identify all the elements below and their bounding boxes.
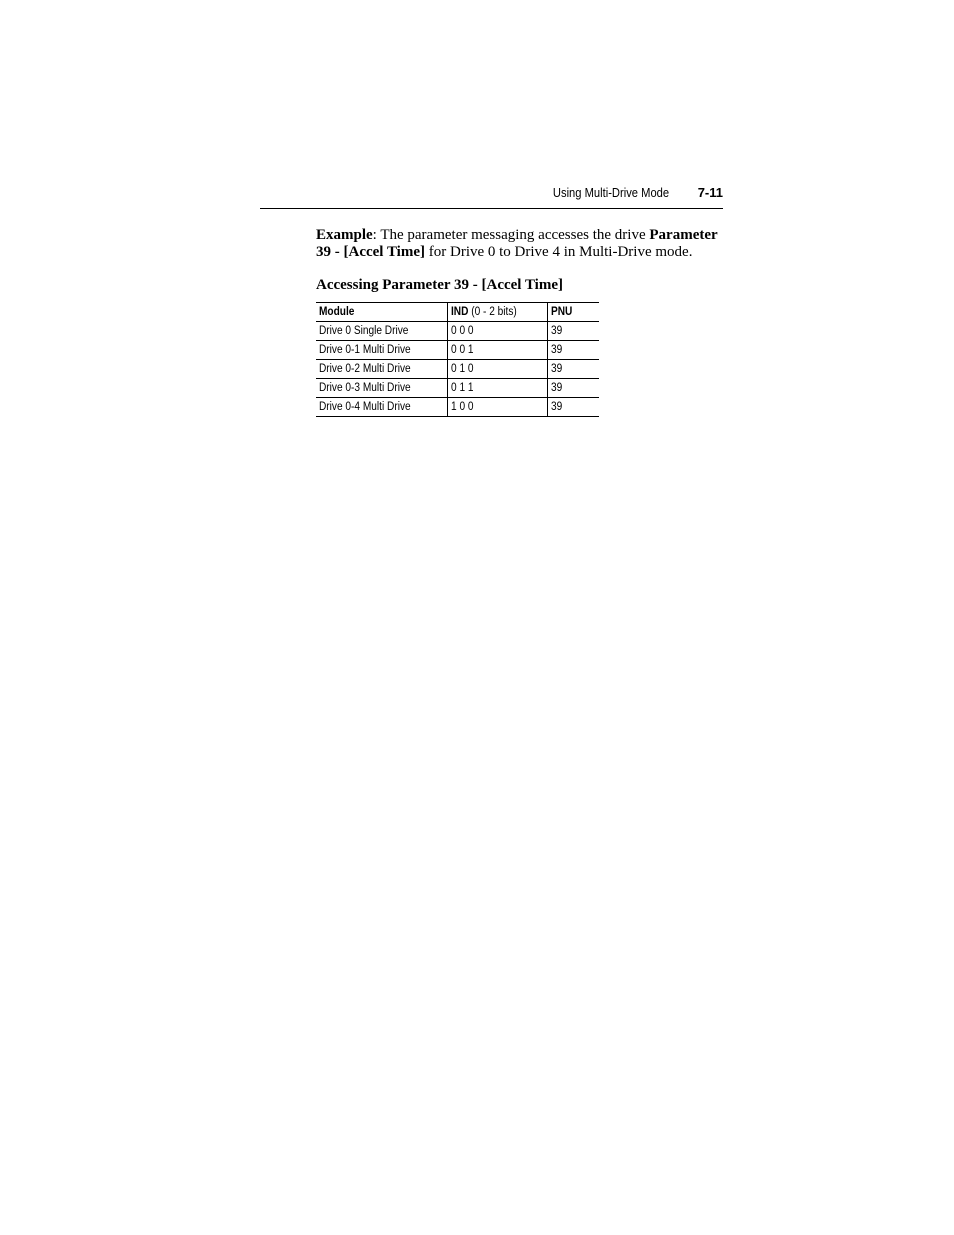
table-row xyxy=(316,398,599,417)
cell-ind: 0 0 0 xyxy=(448,322,548,341)
table-row xyxy=(316,341,599,360)
cell-pnu: 39 xyxy=(548,379,600,398)
cell-ind: 1 0 0 xyxy=(448,398,548,417)
table-row xyxy=(316,379,599,398)
table-caption: Accessing Parameter 39 - [Accel Time] xyxy=(316,277,563,293)
cell-ind: 0 1 0 xyxy=(448,360,548,379)
example-label: Example xyxy=(316,227,373,243)
cell-module: Drive 0-4 Multi Drive xyxy=(316,398,448,417)
cell-ind: 0 0 1 xyxy=(448,341,548,360)
example-paragraph xyxy=(316,227,726,261)
cell-pnu: 39 xyxy=(548,322,600,341)
cell-pnu: 39 xyxy=(548,341,600,360)
table-row xyxy=(316,360,599,379)
page-number: 7-11 xyxy=(697,185,723,200)
cell-pnu: 39 xyxy=(548,360,600,379)
example-text-1: : The parameter messaging accesses the drive xyxy=(372,227,650,243)
cell-module: Drive 0 Single Drive xyxy=(316,322,448,341)
parameter-reference: Parameter 39 - [Accel Time] xyxy=(316,227,718,260)
header-title: Using Multi-Drive Mode xyxy=(552,185,669,200)
parameter-table xyxy=(316,302,599,417)
table-header-row xyxy=(316,303,599,322)
cell-module: Drive 0-3 Multi Drive xyxy=(316,379,448,398)
cell-ind: 0 1 1 xyxy=(448,379,548,398)
cell-pnu: 39 xyxy=(548,398,600,417)
page-header xyxy=(260,184,723,209)
cell-module: Drive 0-2 Multi Drive xyxy=(316,360,448,379)
table-row xyxy=(316,322,599,341)
column-header-module: Module xyxy=(316,303,448,322)
cell-module: Drive 0-1 Multi Drive xyxy=(316,341,448,360)
column-header-pnu: PNU xyxy=(548,303,600,322)
example-text-2: for Drive 0 to Drive 4 in Multi-Drive mode. xyxy=(425,244,693,260)
column-header-ind: IND (0 - 2 bits) xyxy=(448,303,548,322)
